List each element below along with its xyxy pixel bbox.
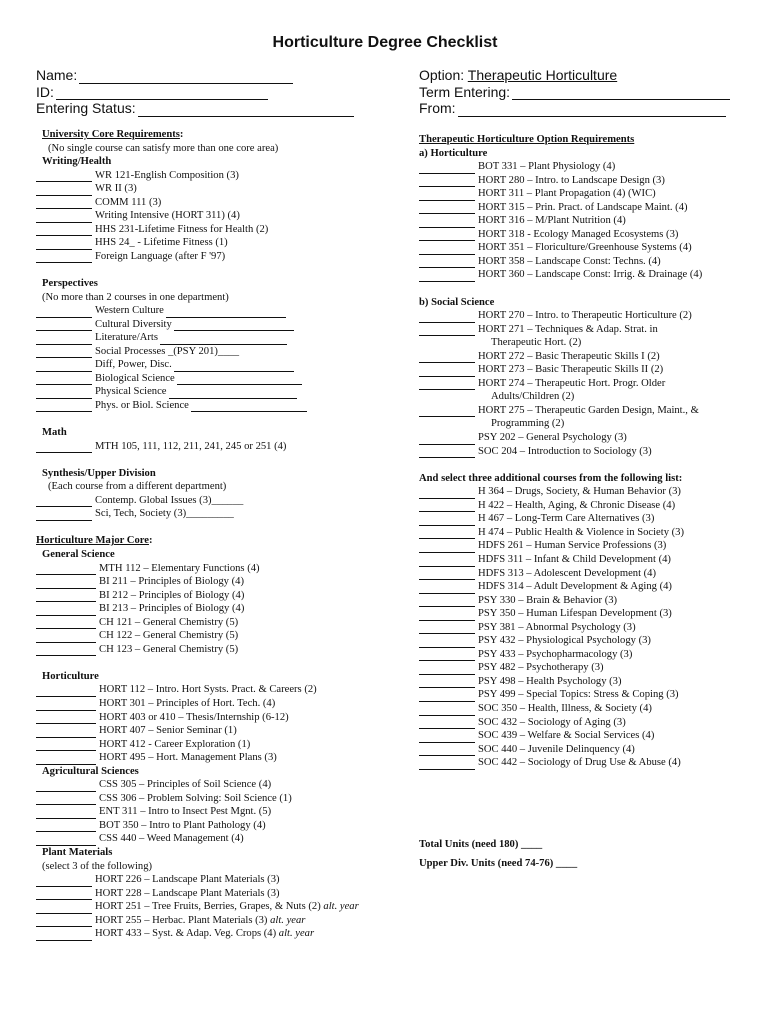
course-label: HORT 316 – M/Plant Nutrition (4) (478, 215, 626, 227)
check-blank[interactable] (36, 644, 96, 656)
check-blank[interactable] (419, 365, 475, 377)
check-blank[interactable] (419, 378, 475, 390)
course-label: PSY 432 – Physiological Psychology (3) (478, 635, 651, 647)
left-column (36, 128, 359, 941)
check-blank[interactable] (36, 699, 96, 711)
check-blank[interactable] (36, 400, 92, 412)
checklist-item (36, 778, 359, 792)
course-label: PSY 381 – Abnormal Psychology (3) (478, 621, 636, 633)
from-label: From: (419, 100, 456, 116)
course-label: HORT 311 – Plant Propagation (4) (WIC) (478, 188, 656, 200)
checklist-item (419, 580, 702, 594)
synthesis-list (36, 494, 359, 521)
course-name-field[interactable] (191, 400, 307, 412)
check-blank[interactable] (419, 527, 475, 539)
check-blank[interactable] (36, 333, 92, 345)
course-label: PSY 202 – General Psychology (3) (478, 432, 627, 444)
checklist-item (36, 196, 359, 210)
check-blank[interactable] (36, 739, 96, 751)
course-label: Western Culture (95, 305, 164, 317)
checklist-item (36, 304, 359, 318)
check-blank[interactable] (419, 216, 475, 228)
alt-year-note: alt. year (276, 928, 315, 940)
check-blank[interactable] (419, 405, 475, 417)
check-blank[interactable] (36, 509, 92, 521)
hort-heading: Horticulture (42, 670, 99, 682)
check-blank[interactable] (419, 690, 475, 702)
course-label: Phys. or Biol. Science (95, 399, 189, 411)
checklist-item (36, 562, 359, 576)
course-label: Biological Science (95, 372, 175, 384)
course-name-field[interactable] (169, 387, 297, 399)
course-label: HDFS 314 – Adult Development & Aging (4) (478, 581, 672, 593)
name-label: Name: (36, 67, 78, 83)
checklist-item (419, 241, 702, 255)
checklist-item (419, 309, 702, 323)
checklist-item (36, 602, 359, 616)
checklist-item (419, 485, 702, 499)
check-blank[interactable] (36, 820, 96, 832)
check-blank[interactable] (36, 793, 96, 805)
check-blank[interactable] (36, 224, 92, 236)
check-blank[interactable] (419, 311, 475, 323)
course-label: HORT 495 – Hort. Management Plans (3) (99, 752, 277, 764)
course-label: HORT 274 – Therapeutic Hort. Progr. Older (478, 377, 666, 389)
course-label: HORT 315 – Prin. Pract. of Landscape Maint. (4) (478, 201, 688, 213)
major-heading: Horticulture Major Core: (36, 535, 153, 547)
alt-year-note: alt. year (320, 901, 359, 913)
checklist-item (419, 702, 702, 716)
check-blank[interactable] (419, 256, 475, 268)
ag-list (36, 778, 359, 846)
checklist-item (36, 236, 359, 250)
page-title: Horticulture Degree Checklist (272, 34, 498, 51)
checklist-item (419, 201, 702, 215)
check-blank[interactable] (36, 929, 92, 941)
course-label: HORT 360 – Landscape Const: Irrig. & Drainage (4) (478, 269, 703, 281)
option-value: Therapeutic Horticulture (467, 67, 618, 83)
math-heading: Math (42, 427, 67, 439)
check-blank[interactable] (36, 726, 96, 738)
checklist-item (419, 594, 702, 608)
check-blank[interactable] (419, 622, 475, 634)
check-blank[interactable] (419, 595, 475, 607)
checklist-item (419, 675, 702, 689)
checklist-item (36, 399, 359, 413)
check-blank[interactable] (419, 568, 475, 580)
checklist-item (419, 553, 702, 567)
course-label: PSY 482 – Psychotherapy (3) (478, 662, 604, 674)
checklist-item (36, 372, 359, 386)
from-field[interactable] (458, 102, 726, 117)
checklist-item (36, 805, 359, 819)
course-label: HORT 112 – Intro. Hort Systs. Pract. & Careers (2) (99, 684, 317, 696)
checklist-item (36, 385, 359, 399)
course-label: MTH 112 – Elementary Functions (4) (99, 562, 260, 574)
course-label: SOC 204 – Introduction to Sociology (3) (478, 445, 652, 457)
course-label: CH 121 – General Chemistry (5) (99, 616, 239, 628)
course-label: CSS 305 – Principles of Soil Science (4) (99, 779, 272, 791)
checklist-item (419, 323, 702, 337)
perspectives-list (36, 304, 359, 412)
check-blank[interactable] (36, 346, 92, 358)
course-label: HDFS 311 – Infant & Child Development (4) (478, 553, 671, 565)
check-blank[interactable] (36, 360, 92, 372)
checklist-item (36, 358, 359, 372)
check-blank[interactable] (419, 175, 475, 187)
writing-list (36, 169, 359, 264)
course-label: HORT 407 – Senior Seminar (1) (99, 725, 237, 737)
course-label: HORT 275 – Therapeutic Garden Design, Maint., & (478, 404, 699, 416)
course-name-field[interactable] (174, 360, 294, 372)
check-blank[interactable] (419, 704, 475, 716)
course-label: SOC 350 – Health, Illness, & Society (4) (478, 702, 652, 714)
ag-heading: Agricultural Sciences (42, 765, 139, 777)
gensci-heading: General Science (42, 548, 115, 560)
checklist-item (419, 404, 702, 418)
course-label: MTH 105, 111, 112, 211, 241, 245 or 251 (4) (95, 440, 287, 452)
check-blank[interactable] (419, 351, 475, 363)
checklist-item (36, 792, 359, 806)
course-label: Social Processes _(PSY 201)____ (95, 345, 240, 357)
course-label: Physical Science (95, 386, 167, 398)
checklist-item (36, 589, 359, 603)
check-blank[interactable] (419, 744, 475, 756)
check-blank[interactable] (36, 753, 96, 765)
course-label: HORT 228 – Landscape Plant Materials (3) (95, 887, 280, 899)
check-blank[interactable] (419, 758, 475, 770)
course-label: BI 211 – Principles of Biology (4) (99, 576, 244, 588)
social-science-b-heading: b) Social Science (419, 296, 495, 308)
course-label: Cultural Diversity (95, 318, 172, 330)
plant-list (36, 873, 359, 941)
checklist-item (36, 900, 359, 914)
checklist-item (419, 716, 702, 730)
checklist-item (419, 729, 702, 743)
course-label: PSY 498 – Health Psychology (3) (478, 675, 622, 687)
horticulture-a-heading: a) Horticulture (419, 147, 488, 159)
check-blank[interactable] (419, 446, 475, 458)
student-info (36, 67, 354, 117)
checklist-item (419, 567, 702, 581)
course-label: HORT 433 – Syst. & Adap. Veg. Crops (4) (95, 928, 277, 940)
checklist-item (419, 634, 702, 648)
check-blank[interactable] (36, 251, 92, 263)
course-label: BI 213 – Principles of Biology (4) (99, 603, 245, 615)
check-blank[interactable] (36, 875, 92, 887)
writing-heading: Writing/Health (42, 156, 112, 168)
check-blank[interactable] (36, 211, 92, 223)
synthesis-note: (Each course from a different department) (48, 481, 227, 493)
checklist-item (36, 507, 359, 521)
course-label: H 474 – Public Health & Violence in Society (3) (478, 526, 685, 538)
check-blank[interactable] (36, 712, 96, 724)
hort-list (36, 683, 359, 764)
check-blank[interactable] (419, 609, 475, 621)
checklist-item (36, 887, 359, 901)
status-field[interactable] (138, 102, 354, 117)
course-label: WR 121-English Composition (3) (95, 169, 239, 181)
course-label: HHS 231-Lifetime Fitness for Health (2) (95, 223, 269, 235)
course-name-field[interactable] (174, 319, 294, 331)
checklist-item (36, 643, 359, 657)
course-label: BI 212 – Principles of Biology (4) (99, 589, 245, 601)
course-label: HORT 226 – Landscape Plant Materials (3) (95, 874, 280, 886)
course-label-continued: Therapeutic Hort. (2) (491, 337, 582, 349)
check-blank[interactable] (36, 604, 96, 616)
check-blank[interactable] (36, 685, 96, 697)
check-blank[interactable] (36, 834, 96, 846)
univ-core-note: (No single course can satisfy more than one core area) (48, 142, 279, 154)
checklist-item (36, 345, 359, 359)
check-blank[interactable] (419, 324, 475, 336)
check-blank[interactable] (36, 373, 92, 385)
check-blank[interactable] (419, 487, 475, 499)
plant-note: (select 3 of the following) (42, 860, 153, 872)
course-label: ENT 311 – Intro to Insect Pest Mgnt. (5) (99, 806, 272, 818)
check-blank[interactable] (36, 170, 92, 182)
check-blank[interactable] (419, 514, 475, 526)
checklist-item (36, 927, 359, 941)
checklist-item (419, 688, 702, 702)
course-label: Literature/Arts (95, 332, 158, 344)
check-blank[interactable] (36, 631, 96, 643)
check-blank[interactable] (419, 229, 475, 241)
course-label: HORT 271 – Techniques & Adap. Strat. in (478, 323, 658, 335)
check-blank[interactable] (419, 500, 475, 512)
checklist-item (419, 661, 702, 675)
course-label: HHS 24_ - Lifetime Fitness (1) (95, 237, 228, 249)
check-blank[interactable] (36, 563, 96, 575)
course-label: HORT 351 – Floriculture/Greenhouse Systems (4) (478, 242, 692, 254)
checklist-item (419, 255, 702, 269)
course-label: CSS 306 – Problem Solving: Soil Science (1) (99, 792, 292, 804)
course-label: HORT 318 - Ecology Managed Ecosystems (3) (478, 228, 679, 240)
checklist-item (419, 756, 702, 770)
course-label: SOC 440 – Juvenile Delinquency (4) (478, 743, 635, 755)
checklist-item (36, 697, 359, 711)
course-name-field[interactable] (160, 333, 287, 345)
checklist-item (36, 683, 359, 697)
course-label: CH 123 – General Chemistry (5) (99, 643, 239, 655)
check-blank[interactable] (36, 319, 92, 331)
checklist-item (419, 363, 702, 377)
horticulture-a-list (419, 160, 702, 282)
course-label: COMM 111 (3) (95, 196, 162, 208)
course-label: Contemp. Global Issues (3)______ (95, 494, 244, 506)
checklist-item (36, 616, 359, 630)
checklist-item (419, 607, 702, 621)
check-blank[interactable] (419, 676, 475, 688)
course-label: WR II (3) (95, 183, 137, 195)
checklist-item (419, 350, 702, 364)
check-blank[interactable] (36, 306, 92, 318)
check-blank[interactable] (419, 731, 475, 743)
check-blank[interactable] (419, 555, 475, 567)
check-blank[interactable] (419, 649, 475, 661)
checklist-item (36, 494, 359, 508)
option-label: Option: (419, 67, 465, 83)
course-label: H 467 – Long-Term Care Alternatives (3) (478, 513, 655, 525)
check-blank[interactable] (36, 902, 92, 914)
checklist-item (36, 169, 359, 183)
course-name-field[interactable] (166, 306, 286, 318)
course-label: SOC 442 – Sociology of Drug Use & Abuse (4) (478, 757, 681, 769)
term-label: Term Entering: (419, 83, 511, 100)
course-label: HORT 251 – Tree Fruits, Berries, Grapes, & Nuts (2) (95, 901, 321, 913)
course-label: CSS 440 – Weed Management (4) (99, 833, 244, 845)
checklist-item (36, 318, 359, 332)
perspectives-heading: Perspectives (42, 278, 98, 290)
name-field[interactable] (79, 69, 293, 84)
status-label: Entering Status: (36, 100, 136, 116)
course-label-continued: Programming (2) (491, 418, 565, 430)
course-label: PSY 350 – Human Lifespan Development (3) (478, 608, 672, 620)
right-column (419, 133, 702, 871)
social-science-b-list (419, 309, 702, 458)
checklist-item (419, 445, 702, 459)
checklist-item (419, 499, 702, 513)
check-blank[interactable] (419, 582, 475, 594)
course-label: Sci, Tech, Society (3)_________ (95, 508, 234, 520)
univ-core-heading: University Core Requirements: (42, 129, 184, 140)
gensci-list (36, 562, 359, 657)
term-field[interactable] (512, 85, 730, 100)
checklist-item (419, 621, 702, 635)
course-name-field[interactable] (177, 373, 302, 385)
course-label: HORT 412 - Career Exploration (1) (99, 738, 251, 750)
course-label: BOT 350 – Intro to Plant Pathology (4) (99, 819, 266, 831)
math-list (36, 440, 359, 454)
checklist-item (419, 228, 702, 242)
checklist-item (36, 575, 359, 589)
checklist-item (36, 223, 359, 237)
check-blank[interactable] (36, 888, 92, 900)
check-blank[interactable] (36, 577, 96, 589)
checklist-item (36, 711, 359, 725)
alt-year-note: alt. year (267, 914, 306, 926)
checklist-item (36, 724, 359, 738)
course-label-continued: Adults/Children (2) (491, 391, 575, 403)
course-label: HORT 403 or 410 – Thesis/Internship (6-12) (99, 711, 289, 723)
checklist-item (419, 526, 702, 540)
checklist-item (419, 214, 702, 228)
course-label: PSY 330 – Brain & Behavior (3) (478, 594, 618, 606)
check-blank[interactable] (36, 590, 96, 602)
checklist-item (36, 331, 359, 345)
upper-div-units: Upper Div. Units (need 74-76) ____ (419, 858, 578, 870)
checklist-item (36, 440, 359, 454)
course-label: BOT 331 – Plant Physiology (4) (478, 161, 616, 173)
course-label: CH 122 – General Chemistry (5) (99, 630, 239, 642)
check-blank[interactable] (419, 202, 475, 214)
check-blank[interactable] (36, 915, 92, 927)
course-label: HORT 272 – Basic Therapeutic Skills I (2) (478, 350, 660, 362)
check-blank[interactable] (419, 433, 475, 445)
check-blank[interactable] (36, 495, 92, 507)
checklist-item (419, 539, 702, 553)
course-label: PSY 433 – Psychopharmacology (3) (478, 648, 633, 660)
checklist-item (419, 174, 702, 188)
checklist-item (419, 187, 702, 201)
course-label: HORT 301 – Principles of Hort. Tech. (4) (99, 697, 276, 709)
select-heading: And select three additional courses from the following list: (419, 472, 683, 484)
course-label: Diff, Power, Disc. (95, 359, 172, 371)
check-blank[interactable] (36, 184, 92, 196)
checklist-item (36, 738, 359, 752)
checklist-item (36, 182, 359, 196)
check-blank[interactable] (419, 717, 475, 729)
check-blank[interactable] (36, 780, 96, 792)
program-info (419, 67, 730, 117)
course-label: HDFS 261 – Human Service Professions (3) (478, 540, 667, 552)
check-blank[interactable] (419, 541, 475, 553)
course-label: PSY 499 – Special Topics: Stress & Coping (3) (478, 689, 679, 701)
id-field[interactable] (56, 85, 268, 100)
course-label: HDFS 313 – Adolescent Development (4) (478, 567, 657, 579)
check-blank[interactable] (36, 441, 92, 453)
check-blank[interactable] (36, 238, 92, 250)
course-label: HORT 255 – Herbac. Plant Materials (3) (95, 914, 268, 926)
course-label: SOC 439 – Welfare & Social Services (4) (478, 730, 655, 742)
check-blank[interactable] (36, 807, 96, 819)
checklist-item (419, 648, 702, 662)
checklist-item (419, 377, 702, 391)
course-label: H 422 – Health, Aging, & Chronic Disease (4) (478, 499, 676, 511)
check-blank[interactable] (36, 387, 92, 399)
checklist-item (419, 431, 702, 445)
check-blank[interactable] (419, 243, 475, 255)
check-blank[interactable] (419, 189, 475, 201)
checklist-item (419, 743, 702, 757)
check-blank[interactable] (419, 270, 475, 282)
check-blank[interactable] (419, 636, 475, 648)
check-blank[interactable] (36, 617, 96, 629)
checklist-item (36, 819, 359, 833)
checklist-item (419, 512, 702, 526)
select-list (419, 485, 702, 769)
course-label: HORT 270 – Intro. to Therapeutic Horticulture (2) (478, 310, 692, 322)
checklist-item (419, 268, 702, 282)
checklist-item (36, 629, 359, 643)
checklist-item (36, 209, 359, 223)
option-req-heading: Therapeutic Horticulture Option Requirements (419, 134, 635, 145)
checklist-item (36, 832, 359, 846)
course-label: HORT 273 – Basic Therapeutic Skills II (2) (478, 364, 664, 376)
course-label: Foreign Language (after F '97) (95, 250, 226, 262)
course-label: H 364 – Drugs, Society, & Human Behavior (3) (478, 486, 681, 498)
course-label: SOC 432 – Sociology of Aging (3) (478, 716, 626, 728)
check-blank[interactable] (419, 162, 475, 174)
plant-heading: Plant Materials (42, 846, 113, 858)
checklist-item (36, 873, 359, 887)
total-units: Total Units (need 180) ____ (419, 838, 543, 850)
perspectives-note: (No more than 2 courses in one department) (42, 291, 229, 303)
course-label: HORT 280 – Intro. to Landscape Design (3) (478, 174, 665, 186)
check-blank[interactable] (419, 663, 475, 675)
course-label: Writing Intensive (HORT 311) (4) (95, 210, 240, 222)
checklist-item (36, 751, 359, 765)
checklist-item (36, 250, 359, 264)
synthesis-heading: Synthesis/Upper Division (42, 467, 156, 479)
check-blank[interactable] (36, 197, 92, 209)
course-label: HORT 358 – Landscape Const: Techns. (4) (478, 255, 661, 267)
checklist-item (36, 914, 359, 928)
id-label: ID: (36, 83, 54, 100)
checklist-item (419, 160, 702, 174)
